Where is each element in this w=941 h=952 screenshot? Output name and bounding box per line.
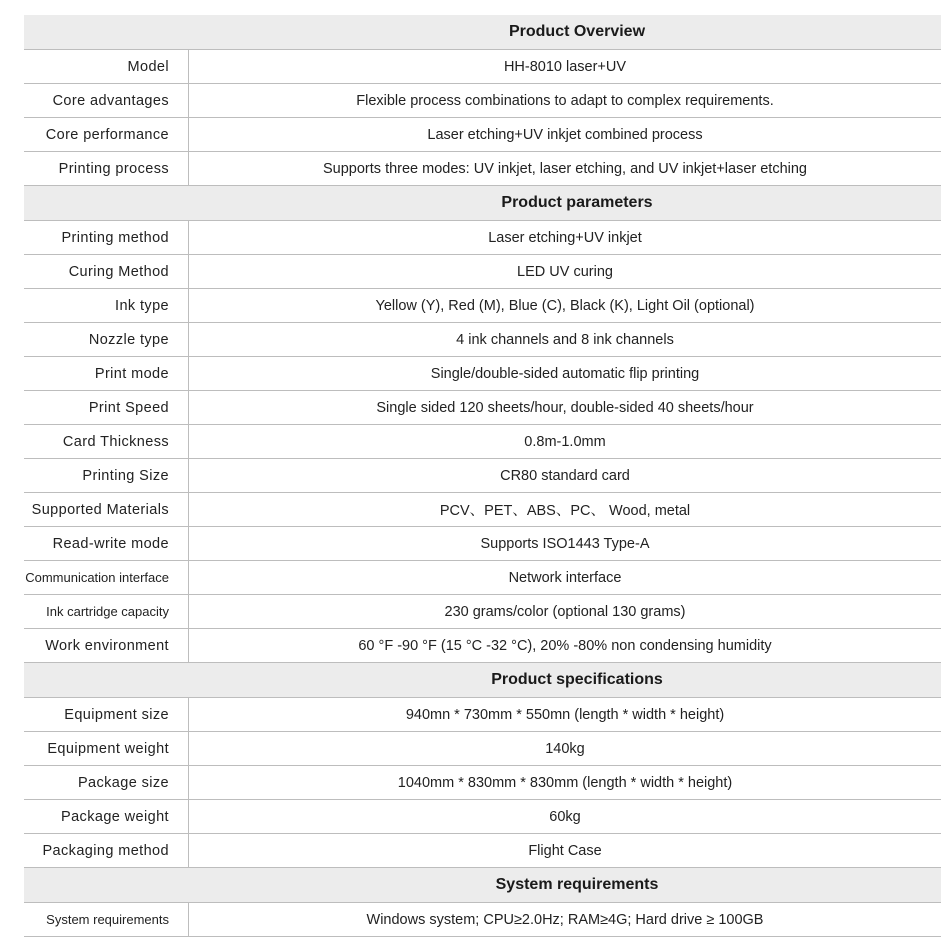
row-label: Nozzle type [24, 323, 189, 356]
table-row [24, 732, 941, 766]
row-label: Equipment weight [24, 732, 189, 765]
table-row [24, 289, 941, 323]
section-header-parameters [24, 186, 941, 221]
table-row [24, 323, 941, 357]
row-label: Equipment size [24, 698, 189, 731]
section-header-specifications [24, 663, 941, 698]
row-value: 60kg [549, 808, 581, 825]
row-label: Package weight [24, 800, 189, 833]
table-row [24, 459, 941, 493]
row-value: Flexible process combinations to adapt to complex requirements. [356, 92, 774, 109]
section-header-system [24, 868, 941, 903]
spec-table [24, 15, 941, 937]
row-value: 940mn * 730mm * 550mn (length * width * height) [405, 706, 725, 723]
row-value: CR80 standard card [500, 467, 630, 484]
table-row [24, 493, 941, 527]
row-value: Network interface [508, 569, 622, 586]
table-row [24, 50, 941, 84]
table-row [24, 561, 941, 595]
table-row [24, 698, 941, 732]
row-label: Package size [24, 766, 189, 799]
row-value: 0.8m-1.0mm [524, 433, 606, 450]
row-label: Printing method [24, 221, 189, 254]
row-value: Yellow (Y), Red (M), Blue (C), Black (K), Light Oil (optional) [375, 297, 755, 314]
row-label: Printing Size [24, 459, 189, 492]
row-label: Work environment [24, 629, 189, 662]
row-value: PCV、PET、ABS、PC、 Wood, metal [439, 503, 691, 519]
table-row [24, 527, 941, 561]
row-value: LED UV curing [517, 263, 613, 280]
table-row [24, 425, 941, 459]
row-label: Curing Method [24, 255, 189, 288]
section-header-overview [24, 15, 941, 50]
row-value: Supports three modes: UV inkjet, laser etching, and UV inkjet+laser etching [323, 160, 807, 177]
row-label: Read-write mode [24, 527, 189, 560]
row-value: Flight Case [528, 842, 602, 859]
table-row [24, 221, 941, 255]
table-row [24, 834, 941, 868]
row-value: 4 ink channels and 8 ink channels [456, 331, 674, 348]
row-label: Print mode [24, 357, 189, 390]
row-label: System requirements [24, 903, 189, 936]
row-label: Supported Materials [24, 493, 189, 526]
row-value: 60 °F -90 °F (15 °C -32 °C), 20% -80% non condensing humidity [358, 637, 772, 654]
table-row [24, 595, 941, 629]
row-label: Card Thickness [24, 425, 189, 458]
row-label: Packaging method [24, 834, 189, 867]
table-row [24, 118, 941, 152]
row-value: 140kg [545, 740, 585, 757]
table-row [24, 800, 941, 834]
row-label: Print Speed [24, 391, 189, 424]
row-label: Core performance [24, 118, 189, 151]
section-title: Product specifications [491, 671, 663, 688]
row-value: Supports ISO1443 Type-A [480, 535, 650, 552]
table-row [24, 629, 941, 663]
row-value: Laser etching+UV inkjet [488, 229, 642, 246]
row-value: Windows system; CPU≥2.0Hz; RAM≥4G; Hard drive ≥ 100GB [366, 911, 764, 928]
row-value: Single sided 120 sheets/hour, double-sided 40 sheets/hour [376, 399, 754, 416]
table-row [24, 357, 941, 391]
row-value: 1040mm * 830mm * 830mm (length * width * height) [397, 774, 733, 791]
row-value: Laser etching+UV inkjet combined process [427, 126, 703, 143]
row-label: Ink type [24, 289, 189, 322]
section-title: Product Overview [508, 23, 646, 40]
section-title: Product parameters [501, 194, 653, 211]
table-row [24, 903, 941, 937]
table-row [24, 255, 941, 289]
row-label: Communication interface [24, 561, 189, 594]
row-label: Printing process [24, 152, 189, 185]
table-row [24, 152, 941, 186]
table-row [24, 766, 941, 800]
row-label: Model [24, 50, 189, 83]
section-title: System requirements [495, 876, 659, 893]
table-row [24, 84, 941, 118]
row-value: 230 grams/color (optional 130 grams) [444, 603, 686, 620]
table-row [24, 391, 941, 425]
row-value: Single/double-sided automatic flip printing [430, 365, 700, 382]
row-label: Core advantages [24, 84, 189, 117]
row-value: HH-8010 laser+UV [503, 58, 627, 75]
row-label: Ink cartridge capacity [24, 595, 189, 628]
